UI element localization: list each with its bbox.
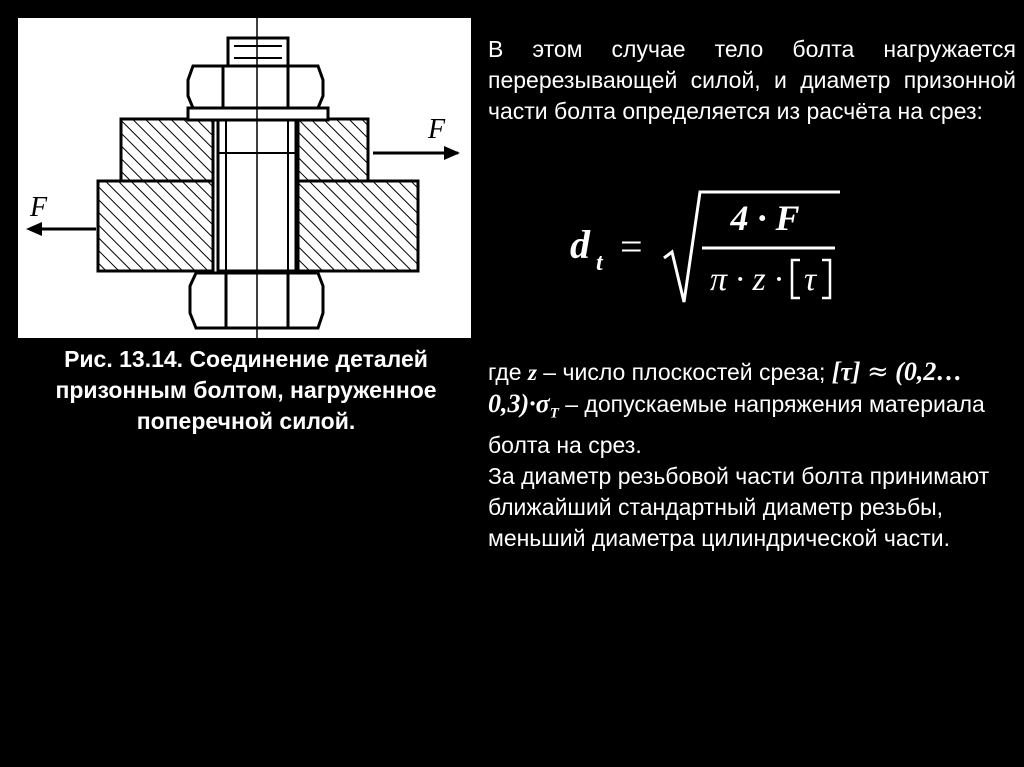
figure-caption: Рис. 13.14. Соединение деталей призонным болтом, нагруженное поперечной силой. xyxy=(55,346,437,434)
sigma-symbol: σ xyxy=(535,389,550,418)
force-label-right: F xyxy=(428,114,446,145)
formula-lhs-sub: t xyxy=(596,250,603,276)
explanation-paragraph-1 xyxy=(488,356,1018,461)
where-word: где xyxy=(488,359,522,385)
formula-svg xyxy=(560,186,860,314)
force-label-left: F xyxy=(30,192,48,223)
shear-diameter-formula xyxy=(560,186,860,314)
formula-numerator: 4 · F xyxy=(730,198,800,238)
intro-paragraph: В этом случае тело болта нагружается перерезывающей силой, и диаметр призонной части болта определяется из расчёта на срез: xyxy=(488,36,1016,124)
approx-symbol: ≈ xyxy=(866,357,889,387)
tau-symbol: [τ] xyxy=(831,357,861,386)
z-description: – число плоскостей среза; xyxy=(536,359,826,385)
nut xyxy=(188,66,323,108)
formula-right-bracket xyxy=(822,260,830,298)
coefficient-range: (0,2…0,3)· xyxy=(488,357,963,418)
formula-tau: τ xyxy=(804,261,817,298)
bolt-joint-drawing xyxy=(18,18,471,338)
force-arrow-left xyxy=(26,222,96,236)
allowable-stress-text: – допускаемые напряжения материала болта на срез. xyxy=(488,391,985,458)
explanation-paragraph-2: За диаметр резьбовой части болта принимают ближайший стандартный диаметр резьбы, меньший диаметра цилиндрической части. xyxy=(488,462,990,551)
z-symbol: z xyxy=(527,360,537,385)
sigma-subscript: T xyxy=(549,405,559,422)
explanation-block xyxy=(488,356,1018,554)
washer xyxy=(188,108,328,120)
bolt-threaded-end xyxy=(228,38,288,66)
formula-lhs-d: d xyxy=(570,222,590,267)
formula-equals: = xyxy=(620,224,643,269)
formula-left-bracket xyxy=(792,260,800,298)
bolt-joint-figure xyxy=(18,18,471,338)
force-arrow-right xyxy=(373,146,460,160)
formula-denominator: π · z · xyxy=(710,261,783,298)
